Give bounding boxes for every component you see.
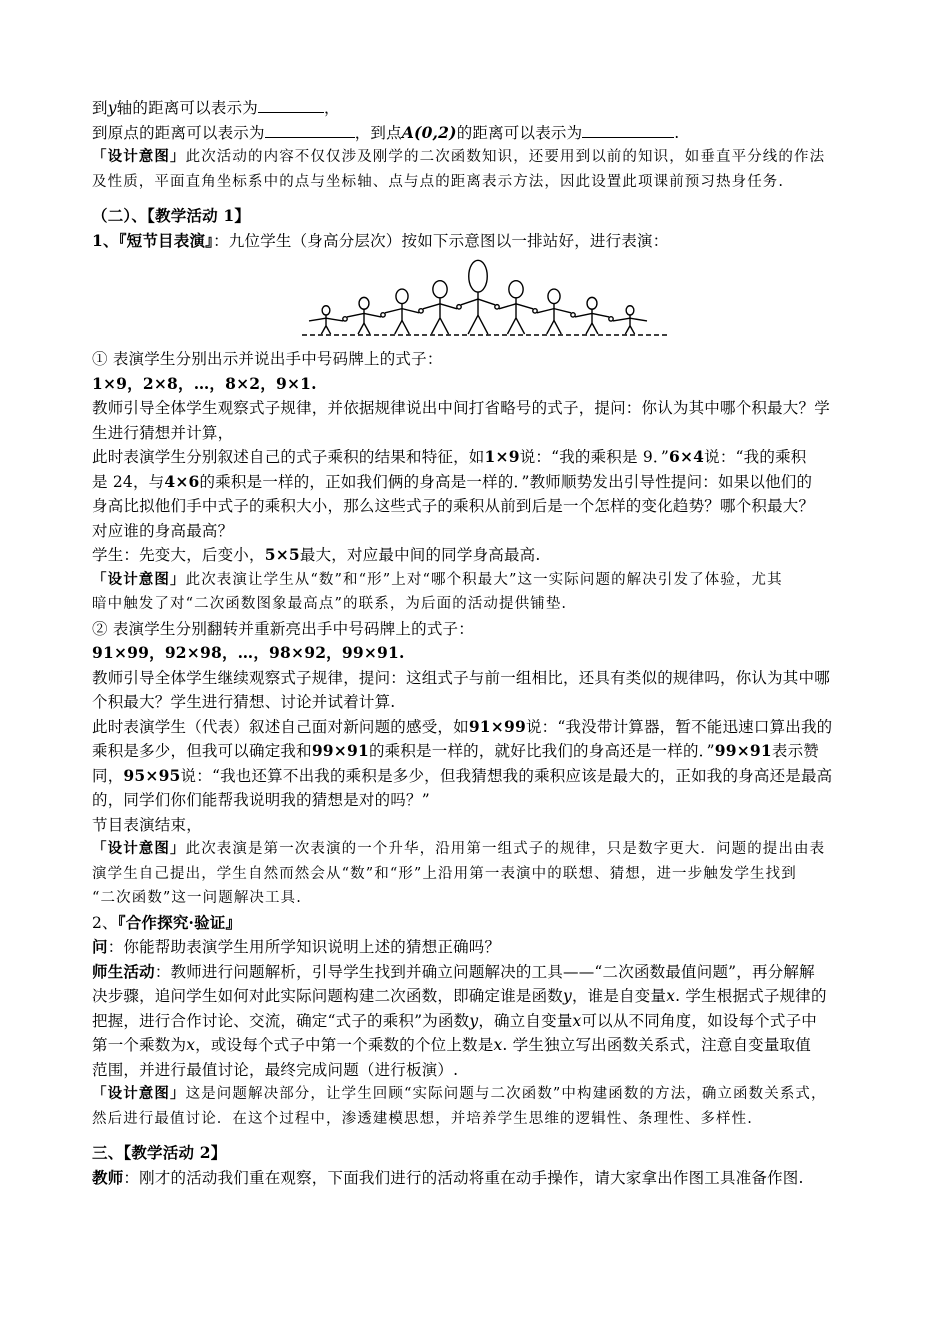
design-intent-1-cont: 及性质，平面直角坐标系中的点与坐标轴、点与点的距离表示方法，因此设置此项课前预习热身任务. <box>92 173 785 190</box>
question-line: 问：你能帮助表演学生用所学知识说明上述的猜想正确吗？ <box>92 937 501 956</box>
student-figure <box>385 289 419 334</box>
joined-hands <box>571 313 575 317</box>
paragraph: 节目表演结束， <box>92 815 202 834</box>
paragraph: 个积最大？学生进行猜想、讨论并试着计算. <box>92 693 396 711</box>
joined-hands <box>609 317 613 321</box>
document-page <box>92 96 872 1190</box>
paragraph: 此时表演学生分别叙述自己的式子乘积的结果和特征，如1×9说：“我的乘积是 9．”6×4说：“我的乘积 <box>92 447 807 466</box>
student-figure <box>499 281 533 334</box>
item-2-heading: 2、『合作探究·验证』 <box>92 912 242 932</box>
joined-hands <box>495 305 499 309</box>
design-intent-3-cont: “二次函数”这一问题解决工具. <box>92 890 302 906</box>
teacher-line: 教师：刚才的活动我们重在观察，下面我们进行的活动将重在动手操作，请大家拿出作图工具准备作图. <box>92 1167 804 1187</box>
answer-blank[interactable] <box>582 121 674 138</box>
paragraph: 身高比拟他们手中式子的乘积大小，那么这些式子的乘积从前到后是一个怎样的变化趋势？哪个积最大？ <box>92 497 815 515</box>
design-intent-3: 「设计意图」此次表演是第一次表演的一个升华，沿用第一组式子的规律，只是数字更大．问题的提出由表 <box>92 840 826 857</box>
joined-hands <box>457 305 461 309</box>
joined-hands <box>533 309 537 313</box>
design-intent-2-cont: 暗中触发了对“二次函数图象最高点”的联系，为后面的活动提供铺垫. <box>92 596 568 612</box>
paragraph: 是 24，与4×6的乘积是一样的，正如我们俩的身高是一样的．”教师顺势发出引导性提问：如果以他们的 <box>92 471 813 491</box>
joined-hands <box>419 309 423 313</box>
student-figure <box>613 306 647 334</box>
step-1-intro: ① 表演学生分别出示并说出手中号码牌上的式子： <box>92 350 443 368</box>
student-figure <box>575 297 609 334</box>
paragraph: 的，同学们你们能帮我说明我的猜想是对的吗？” <box>92 791 430 809</box>
students-figure <box>92 255 872 343</box>
paragraph: 对应谁的身高最高？ <box>92 521 234 540</box>
prep-line-y-axis: 到y轴的距离可以表示为 ， <box>92 96 872 121</box>
design-intent-1: 「设计意图」此次活动的内容不仅仅涉及刚学的二次函数知识，还要用到以前的知识，如垂直平分线的作法 <box>92 148 826 165</box>
prep-line-origin: 到原点的距离可以表示为 ，到点A(0,2)的距离可以表示为 . <box>92 122 680 142</box>
step-2-expressions: 91×99，92×98，…，98×92，99×91. <box>92 643 405 662</box>
design-intent-4: 「设计意图」这是问题解决部分，让学生回顾“实际问题与二次函数”中构建函数的方法，确立函数关系式， <box>92 1085 827 1102</box>
paragraph: 乘积是多少，但我可以确定我和99×91的乘积是一样的，就好比我们的身高还是一样的．”99×91表示赞 <box>92 741 819 760</box>
answer-blank[interactable] <box>258 96 324 113</box>
stick-figures-illustration <box>298 255 678 343</box>
activity-line: 师生活动：教师进行问题解析，引导学生找到并确立问题解决的工具——“二次函数最值问题”，再分解解 <box>92 961 815 981</box>
student-figure <box>537 289 571 334</box>
design-intent-4-cont: 然后进行最值讨论．在这个过程中，渗透建模思想，并培养学生思维的逻辑性、条理性、多样性. <box>92 1110 753 1127</box>
design-intent-3-cont: 演学生自己提出，学生自然而然会从“数”和“形”上沿用第一表演中的联想、猜想，进一步触发学生找到 <box>92 865 797 882</box>
paragraph: 教师引导全体学生观察式子规律，并依据规律说出中间打省略号的式子，提问：你认为其中哪个积最大？学 <box>92 399 830 417</box>
student-figure <box>461 260 495 334</box>
paragraph: 此时表演学生（代表）叙述自己面对新问题的感受，如91×99说：“我没带计算器，暂不能迅速口算出我的 <box>92 716 833 736</box>
item-1-heading: 1、『短节目表演』：九位学生（身高分层次）按如下示意图以一排站好，进行表演： <box>92 230 669 250</box>
student-answer: 学生：先变大，后变小，5×5最大，对应最中间的同学身高最高. <box>92 545 541 564</box>
activity-line: 第一个乘数为x，或设每个式子中第一个乘数的个位上数是x. 学生独立写出函数关系式，注意自变量取值 <box>92 1036 811 1054</box>
step-1-expressions: 1×9，2×8，…，8×2，9×1. <box>92 373 317 393</box>
answer-blank[interactable] <box>265 121 355 138</box>
section-heading-activity-2: 三、【教学活动 2】 <box>92 1143 227 1162</box>
step-2-intro: ② 表演学生分别翻转并重新亮出手中号码牌上的式子： <box>92 619 474 638</box>
joined-hands <box>343 317 347 321</box>
activity-line: 范围，并进行最值讨论，最终完成问题（进行板演）. <box>92 1060 459 1079</box>
student-figure <box>423 281 457 334</box>
paragraph: 生进行猜想并计算， <box>92 423 234 442</box>
joined-hands <box>381 313 385 317</box>
activity-line: 把握，进行合作讨论、交流，确定“式子的乘积”为函数y，确立自变量x可以从不同角度，如设每个式子中 <box>92 1011 817 1030</box>
student-figure <box>309 306 343 334</box>
paragraph: 同，95×95说：“我也还算不出我的乘积是多少，但我猜想我的乘积应该是最大的，正如我的身高还是最高 <box>92 765 833 785</box>
student-figure <box>347 297 381 334</box>
design-intent-2: 「设计意图」此次表演让学生从“数”和“形”上对“哪个积最大”这一实际问题的解决引发了体验，尤其 <box>92 570 783 588</box>
section-heading-activity-1: （二）、【教学活动 1】 <box>92 206 251 225</box>
paragraph: 教师引导全体学生继续观察式子规律，提问：这组式子与前一组相比，还具有类似的规律吗，你认为其中哪 <box>92 668 830 687</box>
activity-line: 决步骤，追问学生如何对此实际问题构建二次函数，即确定谁是函数y，谁是自变量x. 学生根据式子规律的 <box>92 987 827 1005</box>
